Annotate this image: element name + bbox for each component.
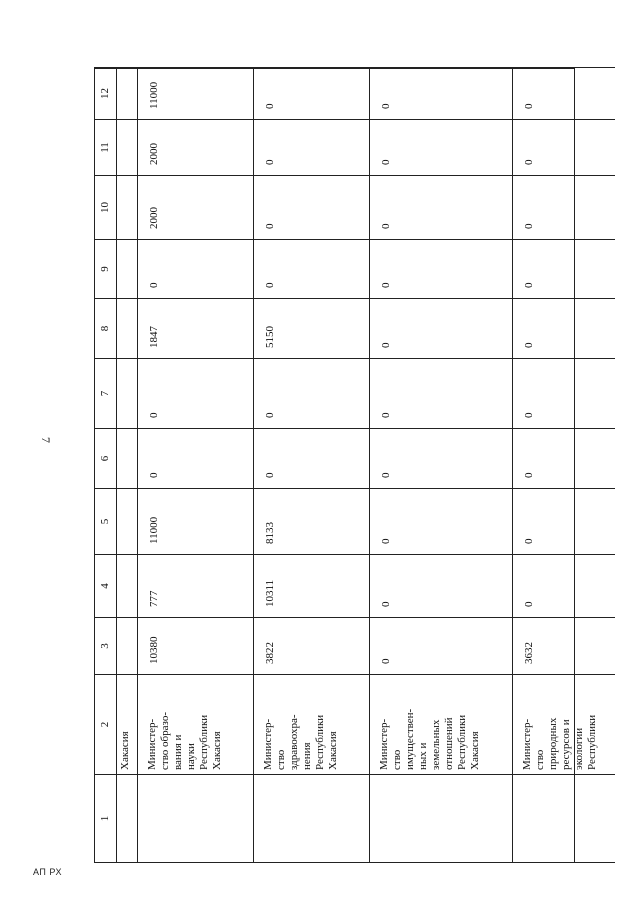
table-cell	[138, 775, 254, 863]
value-cell: 0	[138, 359, 254, 429]
table-cell	[117, 299, 138, 359]
header-cell: 8	[95, 299, 117, 359]
table-frame	[94, 68, 598, 863]
table-cell	[117, 359, 138, 429]
header-cell: 3	[95, 618, 117, 675]
value-cell: 3632	[513, 618, 616, 675]
table-cell	[117, 429, 138, 489]
footer-mark: АП РХ	[33, 867, 62, 877]
table-cell: Хакасия	[117, 675, 138, 775]
value-cell: 0	[513, 555, 616, 618]
value-cell: 10311	[254, 555, 370, 618]
value-cell: 0	[513, 68, 616, 120]
value-cell: 0	[513, 120, 616, 176]
table-cell	[117, 618, 138, 675]
header-cell: 10	[95, 176, 117, 240]
table-cell	[513, 775, 616, 863]
value-cell: 0	[513, 489, 616, 555]
value-cell: 0	[513, 240, 616, 299]
budget-table	[94, 67, 615, 863]
value-cell: 0	[370, 618, 513, 675]
table-cell	[117, 489, 138, 555]
value-cell: 0	[370, 489, 513, 555]
value-cell: 0	[513, 299, 616, 359]
header-cell: 7	[95, 359, 117, 429]
value-cell: 0	[254, 240, 370, 299]
value-cell: 0	[370, 555, 513, 618]
value-cell: 0	[513, 429, 616, 489]
table-row	[370, 68, 513, 863]
value-cell: 0	[254, 429, 370, 489]
ministry-name-cell: Министер- ство природных ресурсов и экологии Республики	[513, 675, 616, 775]
table-continuation-row	[117, 68, 138, 863]
table-cell	[117, 176, 138, 240]
rotated-table-container	[94, 68, 598, 863]
table-cell	[117, 240, 138, 299]
value-cell: 777	[138, 555, 254, 618]
value-cell: 5150	[254, 299, 370, 359]
value-cell: 0	[254, 120, 370, 176]
value-cell: 0	[138, 429, 254, 489]
value-cell: 0	[254, 176, 370, 240]
ministry-name-cell: Министер- ство образо- вания и науки Республики Хакасия	[138, 675, 254, 775]
ministry-name-cell: Министер- ство здравоохра- нения Республики Хакасия	[254, 675, 370, 775]
header-cell: 1	[95, 775, 117, 863]
value-cell: 11000	[138, 68, 254, 120]
table-cell	[117, 68, 138, 120]
value-cell: 2000	[138, 176, 254, 240]
header-cell: 12	[95, 68, 117, 120]
value-cell: 0	[254, 68, 370, 120]
value-cell: 0	[513, 359, 616, 429]
header-cell: 6	[95, 429, 117, 489]
value-cell: 0	[370, 176, 513, 240]
table-row	[513, 68, 616, 863]
table-cell	[117, 555, 138, 618]
value-cell: 0	[254, 359, 370, 429]
value-cell: 3822	[254, 618, 370, 675]
table-header-row	[95, 68, 117, 863]
value-cell: 0	[513, 176, 616, 240]
value-cell: 10380	[138, 618, 254, 675]
value-cell: 0	[370, 120, 513, 176]
table-cell	[117, 120, 138, 176]
header-cell: 5	[95, 489, 117, 555]
ministry-name-cell: Министер- ство имуществен- ных и земельных отношений Республики Хакасия	[370, 675, 513, 775]
header-cell: 4	[95, 555, 117, 618]
table-cell	[254, 775, 370, 863]
page-number: 7	[39, 437, 53, 443]
value-cell: 0	[138, 240, 254, 299]
header-cell: 2	[95, 675, 117, 775]
table-row	[254, 68, 370, 863]
value-cell: 8133	[254, 489, 370, 555]
table-row	[138, 68, 254, 863]
table-cell	[117, 775, 138, 863]
value-cell: 0	[370, 359, 513, 429]
value-cell: 0	[370, 240, 513, 299]
value-cell: 0	[370, 299, 513, 359]
value-cell: 0	[370, 68, 513, 120]
value-cell: 11000	[138, 489, 254, 555]
value-cell: 0	[370, 429, 513, 489]
value-cell: 2000	[138, 120, 254, 176]
table-cell	[370, 775, 513, 863]
header-cell: 9	[95, 240, 117, 299]
header-cell: 11	[95, 120, 117, 176]
value-cell: 1847	[138, 299, 254, 359]
